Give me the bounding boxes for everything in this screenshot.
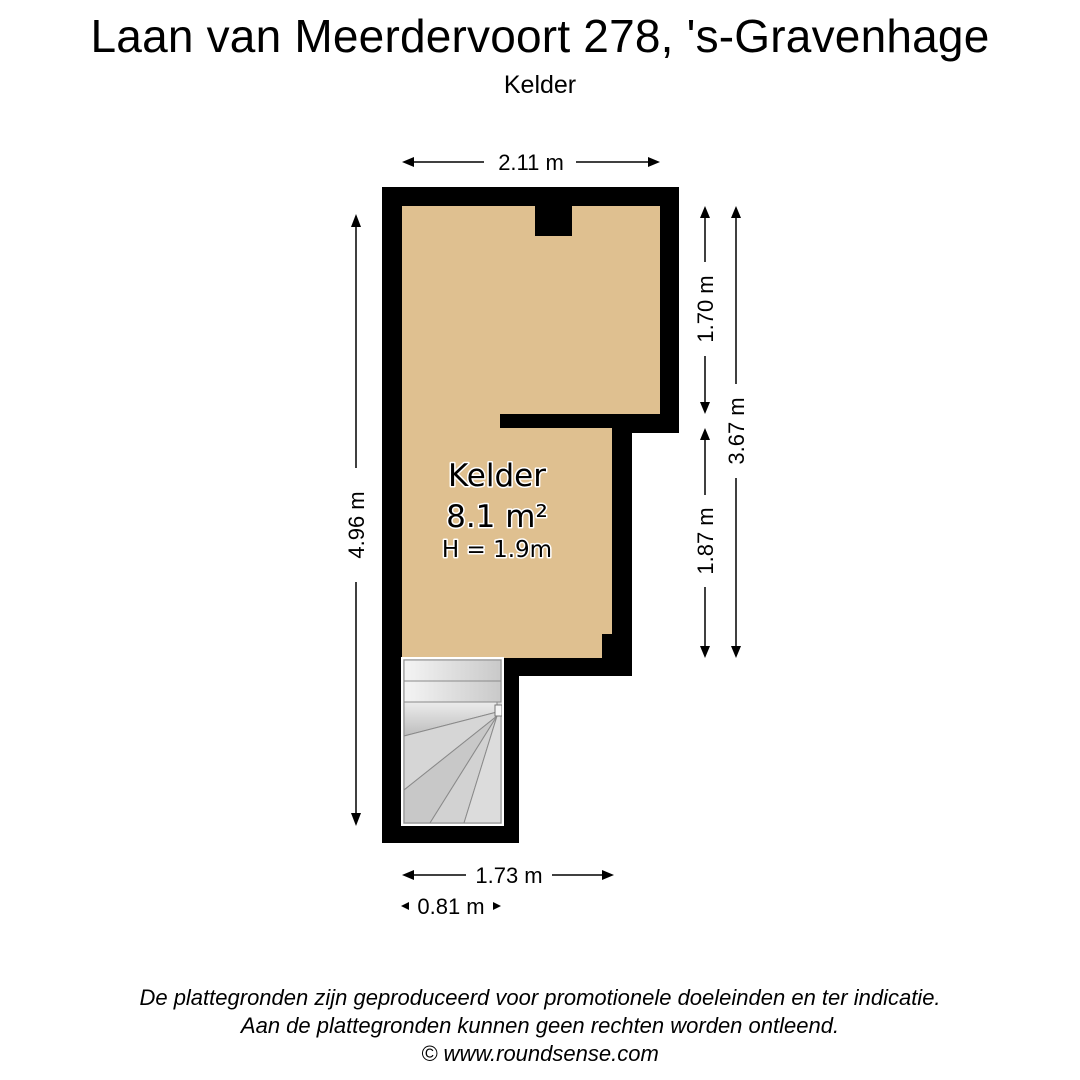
disclaimer-line-2: Aan de plattegronden kunnen geen rechten worden ontleend. [240,1013,840,1038]
plan-title: Laan van Meerdervoort 278, 's-Gravenhage [90,10,990,62]
copyright: © www.roundsense.com [421,1041,659,1066]
dimension-bottom-width [402,863,614,888]
room-name: Kelder [448,458,546,494]
dim-top-width-label: 2.11 m [498,150,564,175]
floor-label: Kelder [503,71,577,99]
room-height: H = 1.9m [441,537,553,563]
dim-stair-width-label: 0.81 m [417,894,485,919]
interior-wall [500,414,628,428]
dim-right-total-label: 3.67 m [724,397,749,465]
dimension-right-total [724,206,749,658]
dimension-left-total [344,214,369,826]
dimension-stair-width [401,894,501,919]
dimension-lower-section [693,428,718,658]
dim-bottom-width-label: 1.73 m [475,863,543,888]
room-area: 8.1 m² [446,499,548,535]
disclaimer [0,984,1080,1068]
dimension-upper-section [693,206,718,414]
dimension-top-width [402,150,660,175]
disclaimer-line-1: De plattegronden zijn geproduceerd voor promotionele doeleinden en ter indicatie. [139,985,941,1010]
dim-lower-section-label: 1.87 m [693,507,718,575]
dim-upper-section-label: 1.70 m [693,275,718,343]
dim-left-total-label: 4.96 m [344,491,369,559]
staircase [402,658,503,825]
